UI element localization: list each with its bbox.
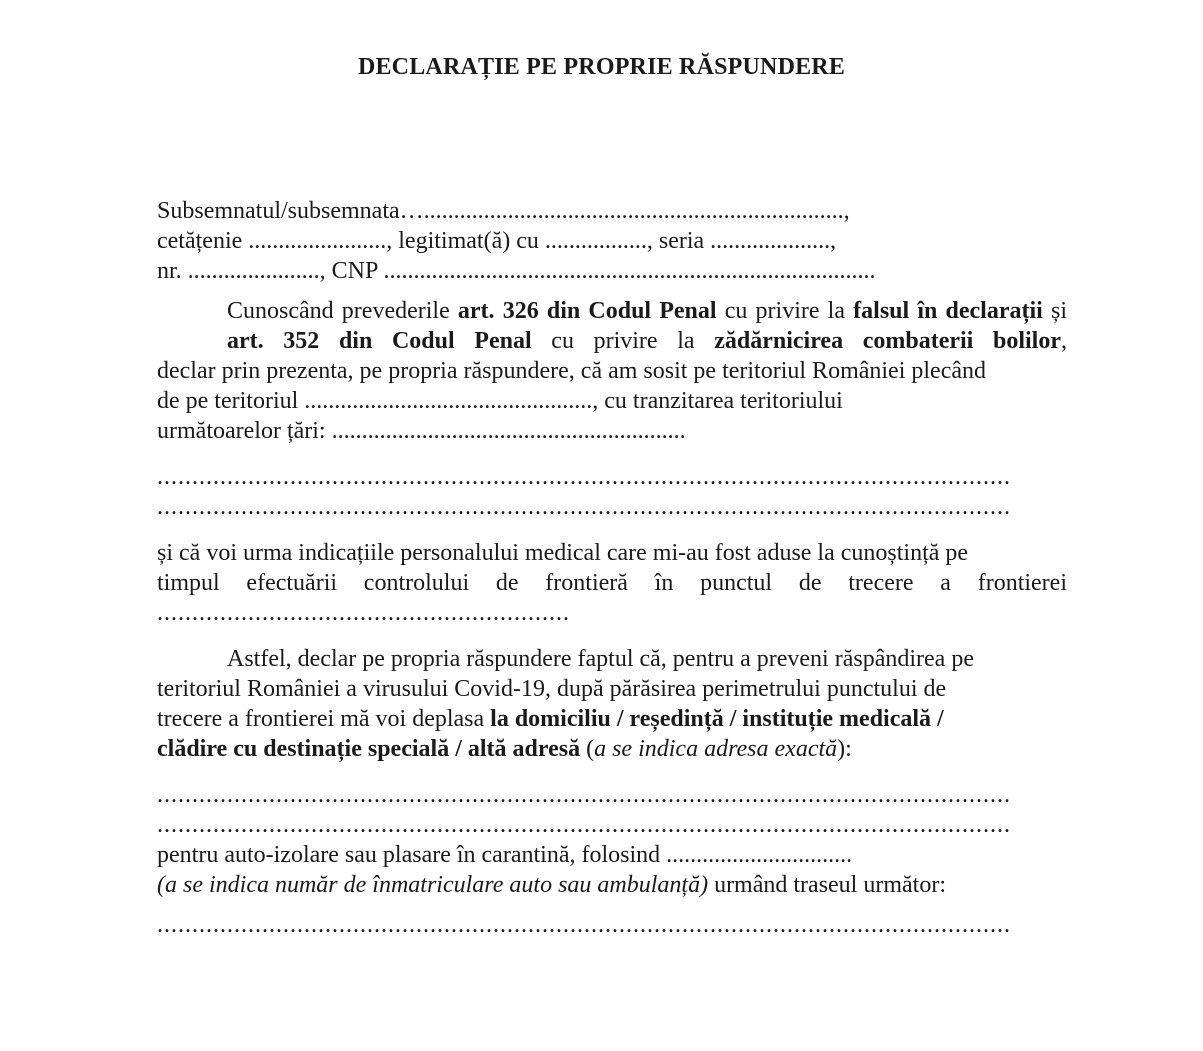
- transit-countries-field: următoarelor țări: ...........................................................: [157, 418, 686, 444]
- article-352-reference: art. 352 din Codul Penal: [227, 328, 532, 354]
- arrival-statement: declar prin prezenta, pe propria răspundere, că am sosit pe teritoriul României plecând: [157, 358, 986, 384]
- article-326-reference: art. 326 din Codul Penal: [457, 298, 717, 324]
- route-blank: ..........................................................................................................................: [157, 912, 1011, 938]
- page-title: DECLARAȚIE PE PROPRIE RĂSPUNDERE: [357, 54, 846, 80]
- self-isolation-statement-line-4: clădire cu destinație specială / altă adresă (a se indica adresa exactă):: [157, 736, 852, 762]
- declaration-body: [157, 196, 1067, 940]
- self-isolation-statement-line-1: Astfel, declar pe propria răspundere faptul că, pentru a preveni răspândirea pe: [227, 646, 974, 672]
- spacer: [157, 900, 1067, 910]
- spacer: [157, 764, 1067, 780]
- identity-line-cnp: nr. ......................, CNP ..................................................................................: [157, 258, 876, 284]
- border-crossing-point-field: ...........................................................: [157, 600, 570, 626]
- transit-countries-blank-2: ..........................................................................................................................: [157, 494, 1011, 520]
- identity-line-name: Subsemnatul/subsemnata…......................................................................,: [157, 198, 850, 224]
- address-blank-2: ..........................................................................................................................: [157, 812, 1011, 838]
- destination-options-continued: clădire cu destinație specială / altă adresă: [157, 736, 581, 762]
- spacer: [157, 286, 1067, 296]
- disease-obstruction-term: zădărnicirea combaterii bolilor: [714, 328, 1061, 354]
- medical-instructions-line-1: și că voi urma indicațiile personalului medical care mi-au fost aduse la cunoștință pe: [157, 540, 969, 566]
- departure-territory-field: de pe teritoriul ................................................, cu tranzitarea teritoriului: [157, 388, 843, 414]
- spacer: [157, 628, 1067, 644]
- false-declarations-term: falsul în declarații: [853, 298, 1043, 324]
- vehicle-hint: (a se indica număr de înmatriculare auto sau ambulanță): [157, 872, 709, 898]
- address-blank-1: ..........................................................................................................................: [157, 782, 1011, 808]
- route-intro: (a se indica număr de înmatriculare auto sau ambulanță) urmând traseul următor:: [157, 872, 946, 898]
- vehicle-field: pentru auto-izolare sau plasare în carantină, folosind ...............................: [157, 842, 853, 868]
- self-isolation-statement-line-3: trecere a frontierei mă voi deplasa la domiciliu / reședință / instituție medicală /: [157, 706, 944, 732]
- address-hint: a se indica adresa exactă: [594, 736, 838, 762]
- self-isolation-statement-line-2: teritoriul României a virusului Covid-19, după părăsirea perimetrului punctului de: [157, 676, 947, 702]
- legal-paragraph-text: Cunoscând prevederile art. 326 din Codul Penal cu privire la falsul în declarații și art. 352 din Codul Penal cu privire la zădărnicirea combaterii bolilor,: [227, 298, 1067, 354]
- destination-options: la domiciliu / reședință / instituție medicală /: [490, 706, 944, 732]
- spacer: [157, 446, 1067, 462]
- legal-paragraph: [157, 296, 1067, 446]
- transit-countries-blank-1: ..........................................................................................................................: [157, 464, 1011, 490]
- identity-line-citizenship: cetățenie ......................., legitimat(ă) cu ................., seria ....................,: [157, 228, 837, 254]
- spacer: [157, 522, 1067, 538]
- medical-instructions-line-2: timpul efectuării controlului de frontieră în punctul de trecere a frontierei: [157, 570, 1067, 596]
